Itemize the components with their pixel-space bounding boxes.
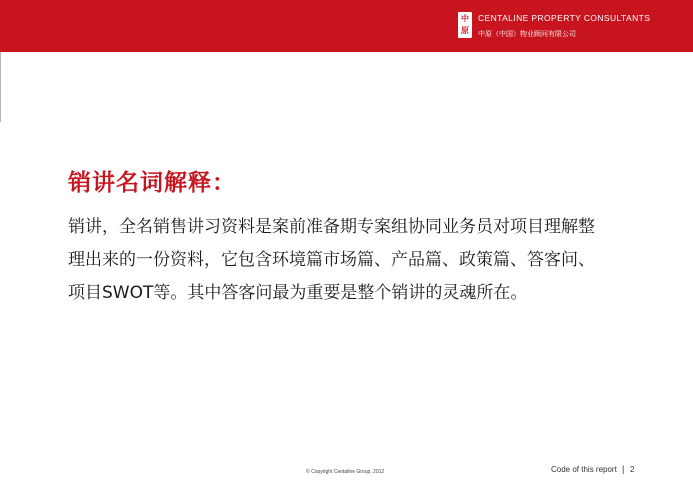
header-bar — [0, 0, 693, 52]
copyright-notice: © Copyright Centaline Group, 2012 — [306, 469, 385, 475]
body-line-2: 理出来的一份资料，它包含环境篇市场篇、产品篇、政策篇、答客问、 — [68, 250, 595, 270]
body-line-3: 项目SWOT等。其中答客问最为重要是整个销讲的灵魂所在。 — [68, 283, 528, 303]
logo-char-bottom: 原 — [461, 26, 469, 35]
page-number: 2 — [630, 465, 635, 474]
company-name-cn: 中原（中国）物业顾问有限公司 — [478, 30, 576, 38]
report-code-label: Code of this report — [551, 465, 617, 474]
slide-title: 销讲名词解释： — [68, 170, 236, 196]
centaline-logo — [458, 12, 472, 38]
left-divider — [0, 52, 1, 122]
footer-separator: | — [622, 464, 625, 474]
slide-body — [68, 211, 636, 310]
body-line-1: 销讲，全名销售讲习资料是案前准备期专案组协同业务员对项目理解整 — [68, 217, 595, 237]
company-name-en: CENTALINE PROPERTY CONSULTANTS — [478, 13, 651, 23]
logo-char-top: 中 — [461, 14, 469, 23]
